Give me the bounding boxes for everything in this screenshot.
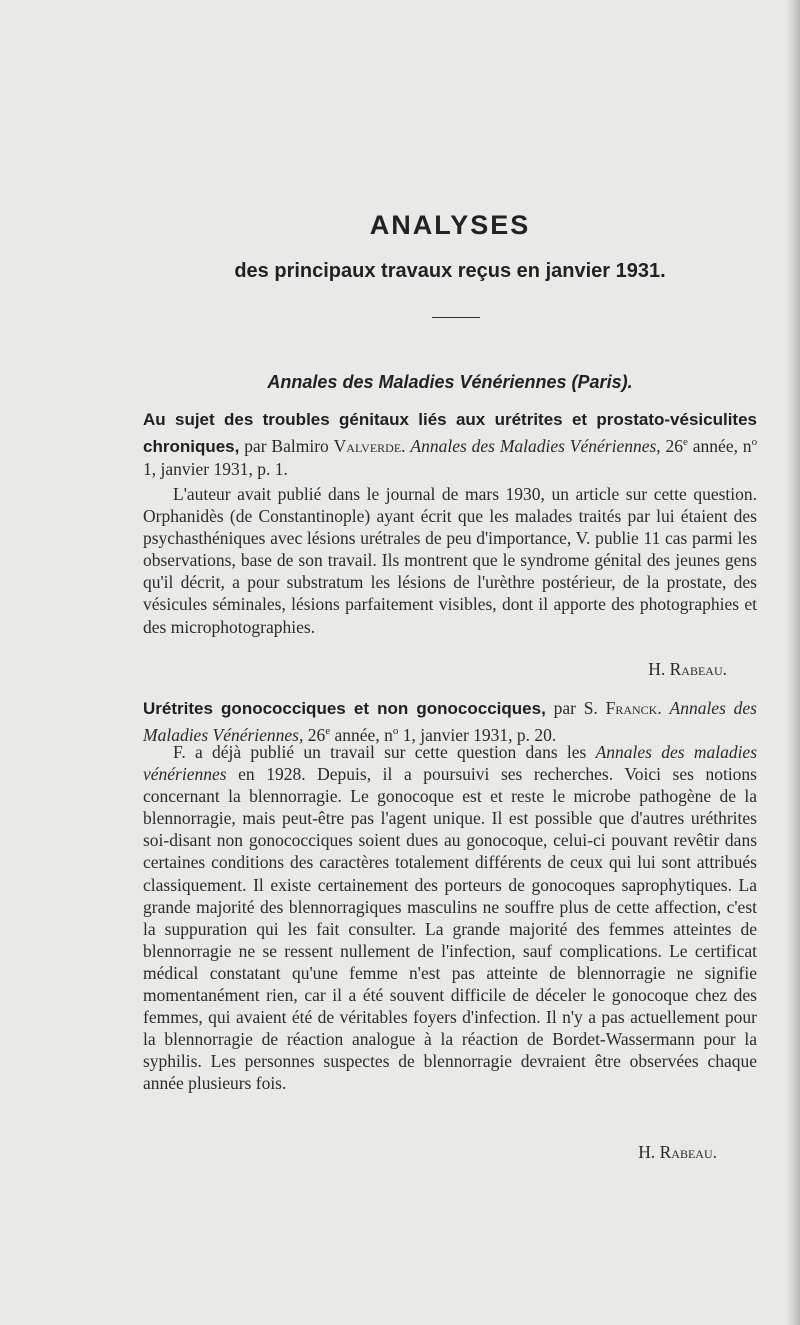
- article1-details-c: 1, janvier 1931, p. 1.: [143, 459, 288, 480]
- article2-details-c: 1, janvier 1931, p. 20.: [402, 724, 557, 745]
- article2-details-a: 26: [307, 724, 326, 745]
- article2-body-a: F. a déjà publié un travail sur cette question dans les: [173, 742, 587, 762]
- article1-signature: [648, 659, 727, 680]
- divider-rule: [432, 317, 480, 318]
- article1-details-a: 26: [665, 435, 684, 456]
- article2-body: [143, 741, 757, 1095]
- journal-heading: Annales des Maladies Vénériennes (Paris).: [267, 372, 633, 392]
- article1-details-sup: e: [683, 436, 688, 449]
- article1-title: Au sujet des troubles génitaux liés aux urétrites et prostato-vésiculites chroniques,: [143, 410, 757, 456]
- article2-reference: [143, 697, 757, 746]
- article2-signature: [638, 1142, 717, 1163]
- article1-signature-initial: H.: [648, 659, 666, 679]
- article2-signature-name: Rabeau.: [659, 1142, 717, 1162]
- article2-title: Urétrites gonococciques et non gonococciques,: [143, 699, 546, 718]
- article2-signature-initial: H.: [638, 1142, 656, 1162]
- article2-by: par S.: [553, 698, 598, 718]
- article1-details-b: année, n: [692, 435, 752, 456]
- article1-author: Valverde.: [333, 435, 406, 456]
- article1-signature-name: Rabeau.: [669, 659, 727, 679]
- article2-body-b: en 1928. Depuis, il a poursuivi ses recherches. Voici ses notions concernant la blennorragie. Le gonocoque est et reste le microbe pathogène de la blennorragie, mais peut-être pas l'agent unique. Il est possible que d'autres uréthrites soi-disant non gonococciques soient dues au gonocoque, celui-ci pouvant revêtir dans certaines conditions des caractères totalement différents de ceux qui lui sont attribués classiquement. Il existe certainement des porteurs de gonocoques saprophytiques. La grande majorité des blennorragiques masculins ne souffre plus de cette affection, c'est la suppuration qui les fait consulter. La grande majorité des femmes atteintes de blennorragie ne se ressent nullement de l'infection, sauf complications. Le certificat médical constatant qu'une femme n'est pas atteinte de blennorragie ne signifie momentanément rien, car il a été souvent difficile de déceler le gonocoque chez des femmes, qui avaient été de véritables foyers d'infection. Il n'y a pas actuellement pour la blennorragie de réaction analogue à la réaction de Bordet-Wassermann pour la syphilis. Les personnes suspectes de blennorragie devraient être observées chaque année plusieurs fois.: [143, 764, 757, 1094]
- article2-details-b: année, n: [334, 724, 393, 745]
- article1-source: Annales des Maladies Vénériennes,: [410, 435, 661, 456]
- article1-reference: [143, 408, 757, 480]
- article1-details-sup2: o: [751, 436, 758, 449]
- page-heading: ANALYSES: [369, 210, 531, 240]
- article2-details-sup2: o: [392, 725, 399, 738]
- article1-body: L'auteur avait publié dans le journal de mars 1930, un article sur cette question. Orphanidès (de Constantinople) ayant écrit que les malades traités par lui étaient des psychasthéniques avec lésions urétrales de peu d'importance, V. publie 11 cas parmi les observations, base de son travail. Ils montrent que le syndrome génital des jeunes gens qu'il décrit, a pour substratum les lésions de l'urèthre postérieur, de la prostate, des vésicules séminales, lésions parfaitement visibles, dont il apporte des photographies et des microphotographies.: [143, 484, 757, 637]
- article1-by: par Balmiro: [244, 435, 329, 456]
- article2-details-sup: e: [325, 725, 331, 738]
- article2-source: Annales des Maladies Vénériennes,: [143, 698, 757, 745]
- article2-author: Franck.: [605, 698, 662, 718]
- page-edge-shadow: [786, 0, 800, 1325]
- page-subheading: des principaux travaux reçus en janvier 1931.: [234, 260, 666, 282]
- article2-body-italic: Annales des maladies vénériennes: [143, 742, 758, 785]
